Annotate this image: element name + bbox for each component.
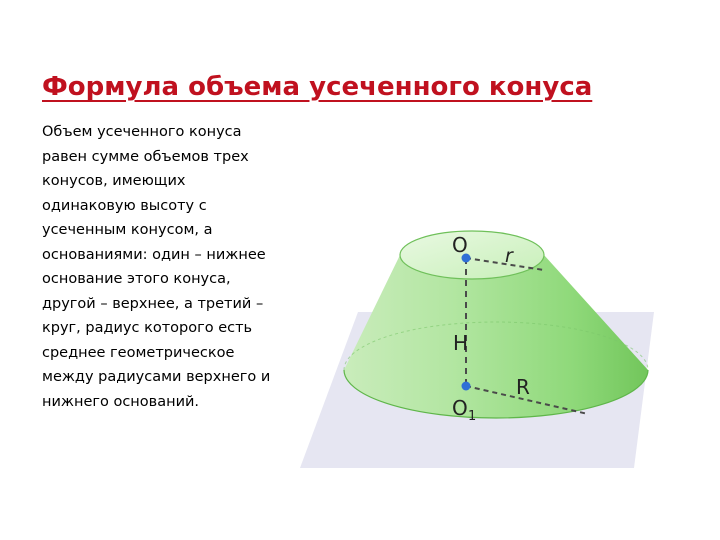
bottom-center-label: O <box>452 396 468 420</box>
top-center-label: O <box>452 233 468 257</box>
top-radius-label: r <box>505 245 513 267</box>
top-base <box>400 231 544 279</box>
bottom-center-point <box>462 382 471 391</box>
frustum-figure <box>290 200 670 485</box>
height-label: H <box>453 331 469 355</box>
bottom-center-subscript: 1 <box>468 409 477 424</box>
slide-title: Формула объема усеченного конуса <box>42 72 593 102</box>
frustum-diagram <box>290 200 670 485</box>
body-text: Объем усеченного конуса равен сумме объемов трех конусов, имеющих одинаковую высоту с усеченным конусом, а основаниями: один – нижнее основание этого конуса, другой – верхнее, а третий – круг, радиус которого есть среднее геометрическое между радиусами верхнего и нижнего оснований. <box>42 124 271 410</box>
bottom-radius-label: R <box>516 375 530 399</box>
